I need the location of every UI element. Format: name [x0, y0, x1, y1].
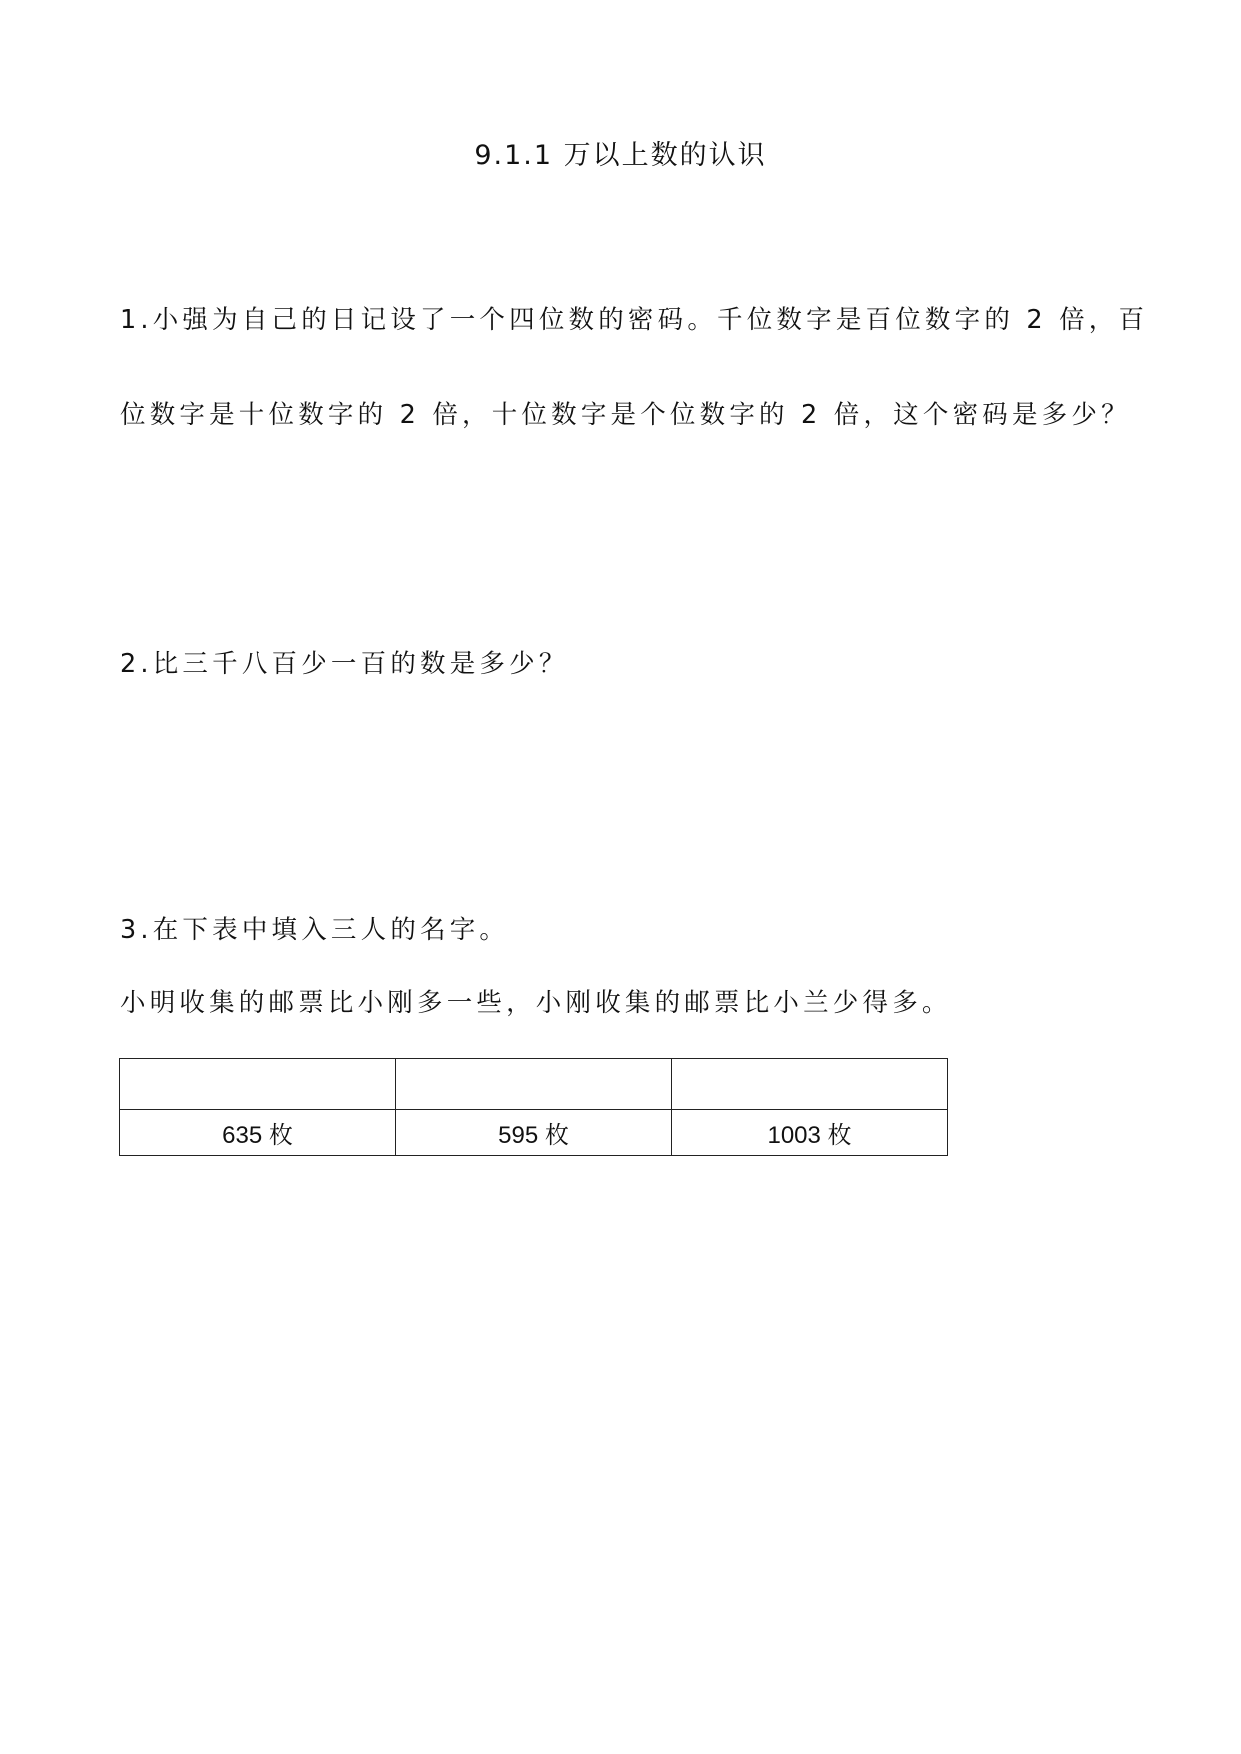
question-3-description: 小明收集的邮票比小刚多一些，小刚收集的邮票比小兰少得多。	[120, 988, 952, 1018]
stamp-table	[119, 1058, 948, 1156]
count-cell-1: 635 枚	[120, 1110, 396, 1156]
name-cell-3[interactable]	[672, 1059, 948, 1110]
question-1-line-2: 位数字是十位数字的 2 倍，十位数字是个位数字的 2 倍，这个密码是多少？	[120, 400, 1131, 430]
name-cell-2[interactable]	[396, 1059, 672, 1110]
name-row	[120, 1059, 948, 1110]
page-title: 9.1.1 万以上数的认识	[474, 140, 767, 171]
name-cell-1[interactable]	[120, 1059, 396, 1110]
count-cell-3: 1003 枚	[672, 1110, 948, 1156]
question-1-line-1: 1.小强为自己的日记设了一个四位数的密码。千位数字是百位数字的 2 倍，百	[120, 305, 1149, 335]
count-cell-2: 595 枚	[396, 1110, 672, 1156]
question-3: 3.在下表中填入三人的名字。	[120, 915, 510, 945]
count-row	[120, 1110, 948, 1156]
question-2: 2.比三千八百少一百的数是多少？	[120, 649, 569, 679]
